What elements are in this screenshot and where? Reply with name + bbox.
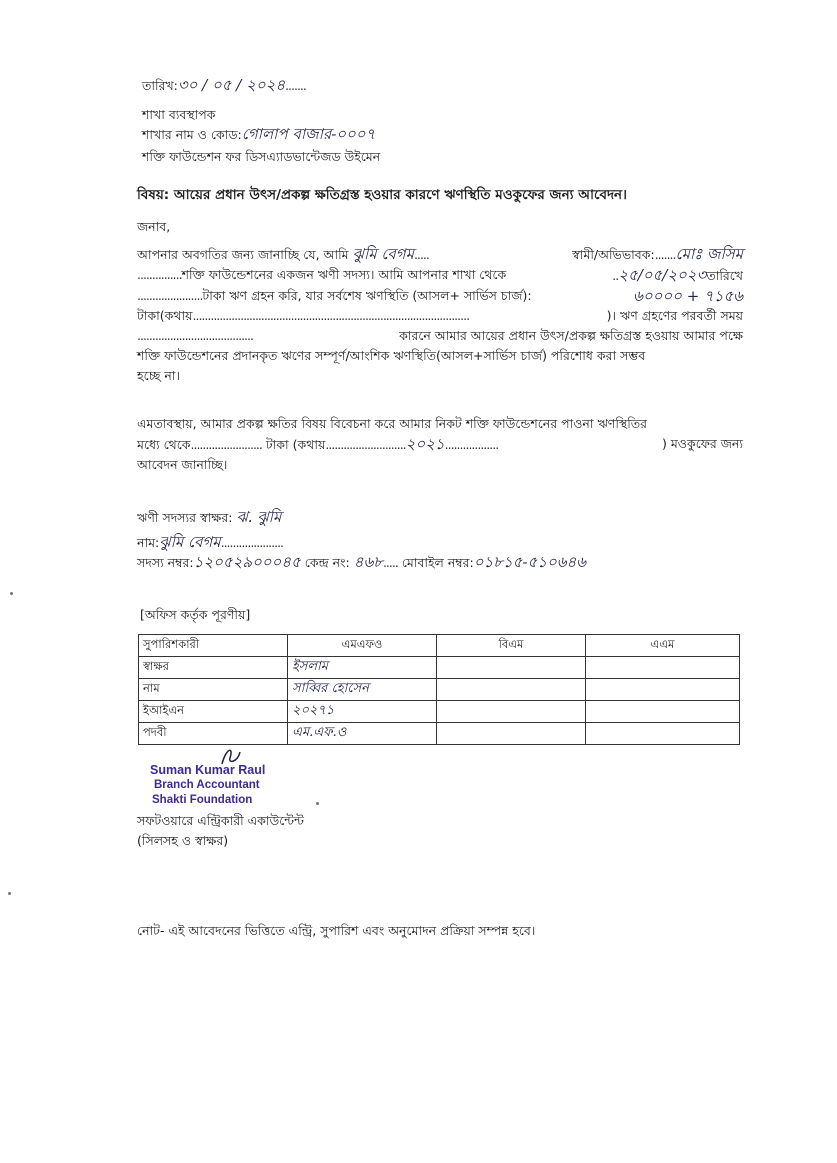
borrower-name-line: নাম:ঝুমি বেগম..................... — [137, 533, 284, 551]
accountant-line-2: (সিলসহ ও স্বাক্ষর) — [137, 833, 229, 848]
row-label: নাম — [139, 679, 288, 701]
borrower-name: ঝুমি বেগম — [159, 533, 221, 551]
p1-text-b: স্বামী/অভিভাবক: — [572, 247, 655, 262]
table-row — [139, 657, 740, 679]
salutation: জনাব, — [137, 219, 171, 234]
p2-text-a: এমতাবস্থায়, আমার প্রকল্প ক্ষতির বিষয় বিবেচনা করে আমার নিকট শক্তি ফাউন্ডেশনের পাওনা ঋণস্থিতির — [137, 416, 648, 431]
accountant-stamp — [150, 763, 265, 808]
outstanding-handwritten: ৬০০০০ + ৭১৫৬ — [633, 287, 743, 305]
guardian-handwritten: মোঃ জসিম — [675, 245, 743, 263]
table-row — [139, 723, 740, 745]
bm-cell — [437, 657, 586, 679]
member-no-label: সদস্য নম্বর: — [137, 555, 194, 570]
stamp-title: Branch Accountant — [154, 779, 260, 791]
branch-label: শাখার নাম ও কোড: — [142, 127, 242, 142]
p1-text-f: টাকা(কথায় — [137, 308, 193, 323]
mfo-signature: ইসলাম — [288, 657, 437, 679]
borrower-signature-line — [137, 508, 281, 527]
p1-text-h: কারনে আমার আয়ের প্রধান উৎস/প্রকল্প ক্ষতিগ্রস্ত হওয়ায় আমার পক্ষে — [399, 328, 743, 343]
table-header-row — [139, 635, 740, 657]
mfo-name: সাব্বির হোসেন — [288, 679, 437, 701]
borrower-signature: ঝ. ঝুমি — [236, 508, 282, 526]
addressee-designation: শাখা ব্যবস্থাপক — [142, 107, 216, 122]
p1-text-d: তারিখে — [706, 268, 743, 283]
bm-cell — [437, 723, 586, 745]
stamp-org: Shakti Foundation — [152, 794, 253, 806]
p2-text-b: মধ্যে থেকে — [137, 437, 191, 452]
subject-line: বিষয়: আয়ের প্রধান উৎস/প্রকল্প ক্ষতিগ্রস্ত হওয়ার কারণে ঋণস্থিতি মওকুফের জন্য আবেদন। — [137, 187, 627, 203]
scan-speck — [10, 592, 13, 595]
p1-text-g: )। ঋণ গ্রহণের পরবর্তী সময় — [606, 308, 743, 323]
signature-label: ঋণী সদস্যর স্বাক্ষর: — [137, 510, 233, 525]
p1-text-a: আপনার অবগতির জন্য জানাচ্ছি যে, আমি — [137, 247, 349, 262]
borrower-ids-line: সদস্য নম্বর:১২০৫২৯০০০৪৫ কেন্দ্র নং: ৪৬৮..... মোবাইল নম্বর:০১৮১৫-৫১০৬৪৬ — [137, 553, 586, 571]
p1-text-c: শক্তি ফাউন্ডেশনের একজন ঋণী সদস্য। আমি আপনার শাখা থেকে — [181, 267, 507, 282]
mfo-designation: এম.এফ.ও — [288, 723, 437, 745]
date-label: তারিখ: — [142, 78, 178, 93]
am-cell — [586, 679, 740, 701]
p1-text-i: শক্তি ফাউন্ডেশনের প্রদানকৃত ঋণের সম্পূর্ণ/আংশিক ঋণস্থিতি(আসল+সার্ভিস চার্জ) পরিশোধ করা সম্ভব — [137, 348, 646, 363]
office-heading: [অফিস কর্তৃক পূরণীয়] — [140, 607, 251, 622]
table-row — [139, 701, 740, 723]
am-cell — [586, 701, 740, 723]
mobile-label: মোবাইল নম্বর: — [401, 555, 474, 570]
col-recommender: সুপারিশকারী — [139, 635, 288, 657]
branch-line — [142, 125, 375, 144]
am-cell — [586, 723, 740, 745]
footer-note: নোট- এই আবেদনের ভিত্তিতে এন্ট্রি, সুপারিশ এবং অনুমোদন প্রক্রিয়া সম্পন্ন হবে। — [137, 923, 536, 938]
p1-text-e: টাকা ঋণ গ্রহন করি, যার সর্বশেষ ঋণস্থিতি (আসল+ সার্ভিস চার্জ): — [202, 288, 532, 303]
col-mfo: এমএফও — [288, 635, 437, 657]
scan-speck — [316, 802, 319, 805]
loan-date-handwritten: ২৫/০৫/২০২৩ — [618, 266, 707, 284]
row-label: স্বাক্ষর — [139, 657, 288, 679]
am-cell — [586, 657, 740, 679]
paragraph-1: আপনার অবগতির জন্য জানাচ্ছি যে, আমি ঝুমি বেগম..... স্বামী/অভিভাবক:.......মোঃ জসিম ...............শক্তি ফাউন্ডেশনের একজন ঋণী সদস্য। আমি আপনার শাখা থেকে ..২৫/০৫/২০২৩তারিখে ......................টাকা ঋণ গ্রহন করি, যার সর্বশেষ ঋণস্থিতি (আসল+ সার্ভিস চার্জ): ৬০০০০ + ৭১৫৬ টাকা(কথায়............................................................................................. )। ঋণ গ্রহণের পরবর্তী সময় ....................................... কারনে আমার আয়ের প্রধান উৎস/প্রকল্প ক্ষতিগ্রস্ত হওয়ায় আমার পক্ষে শক্তি ফাউন্ডেশনের প্রদানকৃত ঋণের সম্পূর্ণ/আংশিক ঋণস্থিতি(আসল+সার্ভিস চার্জ) পরিশোধ করা সম্ভব হচ্ছে না। — [137, 244, 743, 386]
date-value: ৩০ / ০৫ / ২০২৪ — [177, 76, 286, 94]
date-line: তারিখ:৩০ / ০৫ / ২০২৪....... — [142, 76, 306, 94]
stamp-initial-mark — [218, 744, 244, 768]
col-bm: বিএম — [437, 635, 586, 657]
scan-speck — [8, 892, 11, 895]
table-row — [139, 679, 740, 701]
bm-cell — [437, 701, 586, 723]
mobile-value: ০১৮১৫-৫১০৬৪৬ — [473, 553, 586, 571]
p2-words-handwritten: ২০২১ — [405, 435, 445, 453]
organization-name: শক্তি ফাউন্ডেশন ফর ডিসএ্যাডভান্টেজড উইমেন — [142, 149, 381, 164]
row-label: পদবী — [139, 723, 288, 745]
office-table — [138, 634, 740, 745]
center-label: কেন্দ্র নং: — [304, 555, 350, 570]
member-no-value: ১২০৫২৯০০০৪৫ — [193, 553, 301, 571]
p2-text-c: টাকা (কথায় — [265, 437, 326, 452]
member-name-handwritten: ঝুমি বেগম — [352, 245, 414, 263]
row-label: ইআইএন — [139, 701, 288, 723]
col-am: এএম — [586, 635, 740, 657]
mfo-ein: ২০২৭১ — [288, 701, 437, 723]
name-label: নাম: — [137, 535, 160, 550]
p2-text-d: ) মওকুফের জন্য — [661, 436, 743, 451]
stamp-name: Suman Kumar Raul — [150, 763, 266, 777]
p2-text-e: আবেদন জানাচ্ছি। — [137, 457, 228, 472]
bm-cell — [437, 679, 586, 701]
center-value: ৪৬৮ — [353, 553, 383, 571]
paragraph-2: এমতাবস্থায়, আমার প্রকল্প ক্ষতির বিষয় বিবেচনা করে আমার নিকট শক্তি ফাউন্ডেশনের পাওনা ঋণস্থিতির মধ্যে থেকে........................ টাকা (কথায়...........................২০২১.................. ) মওকুফের জন্য আবেদন জানাচ্ছি। — [137, 414, 743, 475]
branch-value: গোলাপ বাজার-০০০৭ — [241, 125, 376, 143]
p1-text-j: হচ্ছে না। — [137, 368, 180, 383]
accountant-line-1: সফটওয়ারে এন্ট্রিকারী একাউন্টেন্ট — [137, 813, 304, 828]
